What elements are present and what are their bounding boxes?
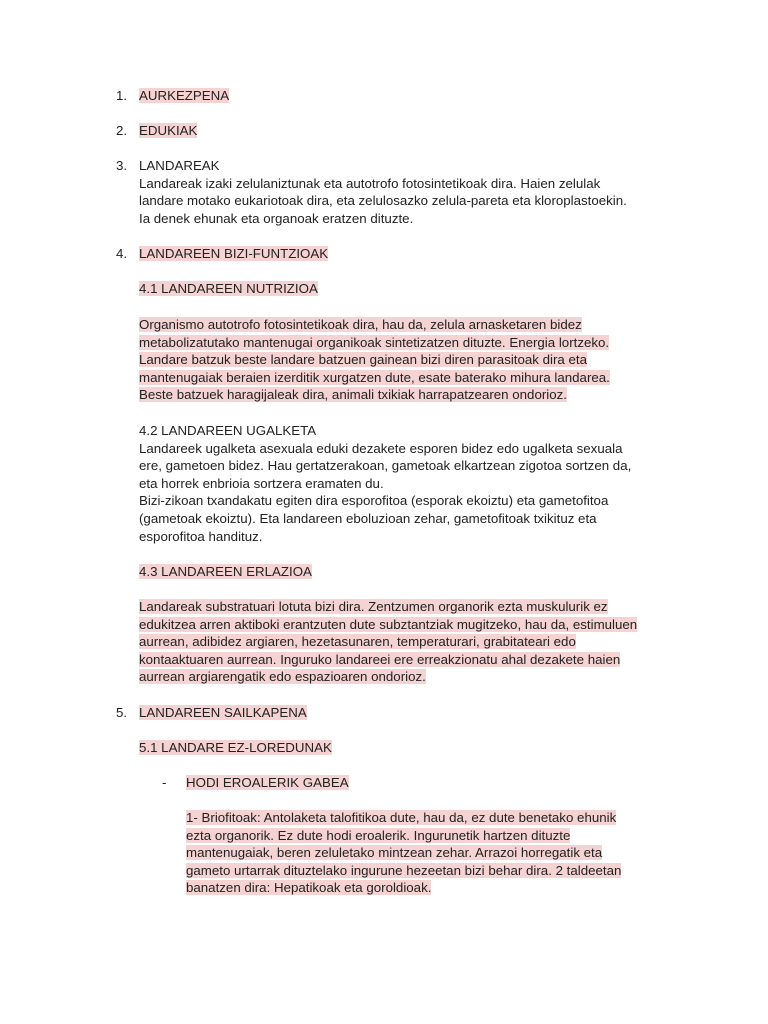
section-number: 1. — [116, 88, 128, 103]
paragraph-line: Bizi-zikoan txandakatu egiten dira esporofitoa (esporak ekoiztu) eta gametofitoa — [139, 493, 609, 509]
section-title-edukiak — [139, 122, 197, 140]
highlighted-heading: HODI EROALERIK GABEA — [186, 775, 349, 790]
paragraph-line: Organismo autotrofo fotosintetikoak dira, hau da, zelula arnasketaren bidez — [139, 317, 582, 332]
paragraph-line: Ia denek ehunak eta organoak eratzen dituzte. — [139, 210, 414, 226]
paragraph-line: mantenugaiak, beren zeluletako mintzean zehar. Arrazoi horregatik eta — [186, 845, 603, 861]
section-number: 5. — [116, 705, 128, 720]
paragraph-line: aurrean, adibidez argiaren, hezetasunaren, temperaturari, grabitateari edo — [139, 634, 576, 650]
highlighted-heading: LANDAREEN SAILKAPENA — [139, 705, 307, 720]
highlighted-heading: 4.3 LANDAREEN ERLAZIOA — [139, 564, 312, 579]
paragraph-briofitoak — [186, 809, 621, 897]
paragraph-line: kontaaktuaren aurrean. Inguruko landareei ere erreakzionatu ahal dezakete haien — [139, 651, 621, 667]
paragraph-line: metabolizatutako mantenugai organikoak sintetizatzen dituzte. Energia lortzeko. — [139, 334, 610, 350]
paragraph-line: eta horrek enbrioia sortzera eramaten du. — [139, 475, 384, 491]
paragraph-line: ezta organorik. Ez dute hodi eroalerik. Ingurunetik hartzen dituzte — [186, 827, 571, 843]
paragraph-line: Landareak substratuari lotuta bizi dira. Zentzumen organorik ezta muskulurik ez — [139, 599, 608, 614]
paragraph-line: 1- Briofitoak: Antolaketa talofitikoa dute, hau da, ez dute benetako ehunik — [186, 810, 617, 825]
paragraph-nutrizioa — [139, 316, 610, 404]
bullet-marker: - — [162, 775, 167, 790]
paragraph-line: Landareak izaki zelulaniztunak eta autotrofo fotosintetikoak dira. Haien zelulak — [139, 175, 601, 191]
paragraph-line: aurrean argiarengatik edo espazioaren ondorioz. — [139, 669, 426, 685]
section-title-landareak: LANDAREAK — [139, 158, 220, 173]
section-number: 3. — [116, 158, 128, 173]
paragraph-line: Landareek ugalketa asexuala eduki dezakete esporen bidez edo ugalketa sexuala — [139, 440, 623, 456]
paragraph-line: Beste batzuek haragijaleak dira, animali txikiak harrapatzearen ondorioz. — [139, 387, 567, 403]
paragraph-line: ere, gametoen bidez. Hau gertatzerakoan, gametoak elkartzean zigotoa sortzen da, — [139, 458, 632, 474]
highlighted-heading: EDUKIAK — [139, 123, 198, 138]
section-number: 2. — [116, 123, 128, 138]
section-title-sailkapena — [139, 704, 307, 722]
paragraph-line: edukitzea arren aktiboki erantzuten dute subztantziak mugitzeko, hau da, estimuluen — [139, 616, 638, 632]
highlighted-heading: AURKEZPENA — [139, 88, 230, 103]
paragraph-line: esporofitoa handituz. — [139, 528, 263, 544]
subsection-title-ez-loredunak — [139, 739, 332, 757]
paragraph-line: landare motako eukariotoak dira, eta zelulosazko zelula-pareta eta kloroplastoekin. — [139, 193, 627, 209]
paragraph-line: gameto urtarrak dituztelako ingurune hezeetan bizi behar dira. 2 taldeetan — [186, 862, 622, 878]
subsection-ugalketa — [139, 422, 631, 545]
paragraph-line: mantenugaiak beraien izerditik xurgatzen dute, esate baterako mihura landarea. — [139, 369, 610, 385]
highlighted-heading: 4.1 LANDAREEN NUTRIZIOA — [139, 281, 318, 296]
highlighted-heading: LANDAREEN BIZI-FUNTZIOAK — [139, 246, 329, 261]
paragraph-line: (gametoak ekoiztu). Eta landareen eboluzioan zehar, gametofitoak txikituz eta — [139, 510, 597, 526]
section-landareak — [139, 157, 627, 227]
paragraph-erlazioa — [139, 598, 637, 686]
highlighted-heading: 5.1 LANDARE EZ-LOREDUNAK — [139, 740, 332, 755]
section-title-bizi-funtzioak — [139, 245, 328, 263]
section-title-aurkezpena — [139, 87, 229, 105]
paragraph-line: Landare batzuk beste landare batzuen gainean bizi diren parasitoak dira eta — [139, 352, 587, 368]
bullet-title-hodi-eroalerik-gabea — [186, 774, 349, 792]
section-number: 4. — [116, 246, 128, 261]
subsection-title-ugalketa: 4.2 LANDAREEN UGALKETA — [139, 423, 317, 438]
subsection-title-erlazioa — [139, 563, 312, 581]
paragraph-line: banatzen dira: Hepatikoak eta goroldioak. — [186, 880, 432, 896]
subsection-title-nutrizioa — [139, 280, 318, 298]
